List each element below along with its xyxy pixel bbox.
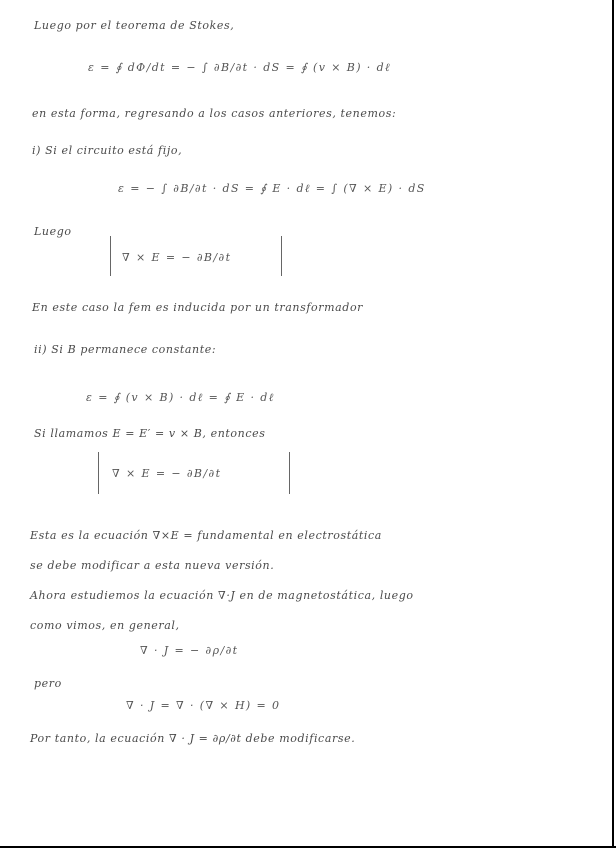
text-line-7: Si llamamos E = E′ = v × B, entonces	[34, 427, 266, 440]
equation-fixed-circuit: ε = − ∫ ∂B/∂t · dS = ∮ E · dℓ = ∫ (∇ × E) · dS	[118, 182, 426, 195]
text-line-9: se debe modificar a esta nueva versión.	[30, 559, 275, 572]
text-line-1: Luego por el teorema de Stokes,	[34, 19, 235, 32]
text-line-6: ii) Si B permanece constante:	[34, 343, 217, 356]
equation-stokes: ε = ∮ dΦ/dt = − ∫ ∂B/∂t · dS = ∮ (v × B) · dℓ	[88, 61, 392, 74]
right-edge-line	[612, 0, 614, 848]
text-line-4: Luego	[34, 225, 72, 238]
text-line-3: i) Si el circuito está fijo,	[32, 144, 183, 157]
equation-divergence-curl: ∇ · J = ∇ · (∇ × H) = 0	[126, 699, 281, 712]
text-line-2: en esta forma, regresando a los casos anteriores, tenemos:	[32, 107, 397, 120]
text-line-5: En este caso la fem es inducida por un transformador	[32, 301, 364, 314]
text-line-10: Ahora estudiemos la ecuación ∇·J en de magnetostática, luego	[30, 589, 414, 602]
equation-continuity: ∇ · J = − ∂ρ/∂t	[140, 644, 239, 657]
text-line-13: Por tanto, la ecuación ∇ · J = ∂ρ/∂t debe modificarse.	[30, 732, 356, 745]
text-line-11: como vimos, en general,	[30, 619, 180, 632]
equation-constant-b: ε = ∮ (v × B) · dℓ = ∮ E · dℓ	[86, 391, 275, 404]
equation-faraday-1: ∇ × E = − ∂B/∂t	[122, 251, 232, 264]
equation-faraday-2: ∇ × E = − ∂B/∂t	[112, 467, 222, 480]
text-line-12: pero	[34, 677, 62, 690]
text-line-8: Esta es la ecuación ∇×E = fundamental en electrostática	[30, 529, 382, 542]
